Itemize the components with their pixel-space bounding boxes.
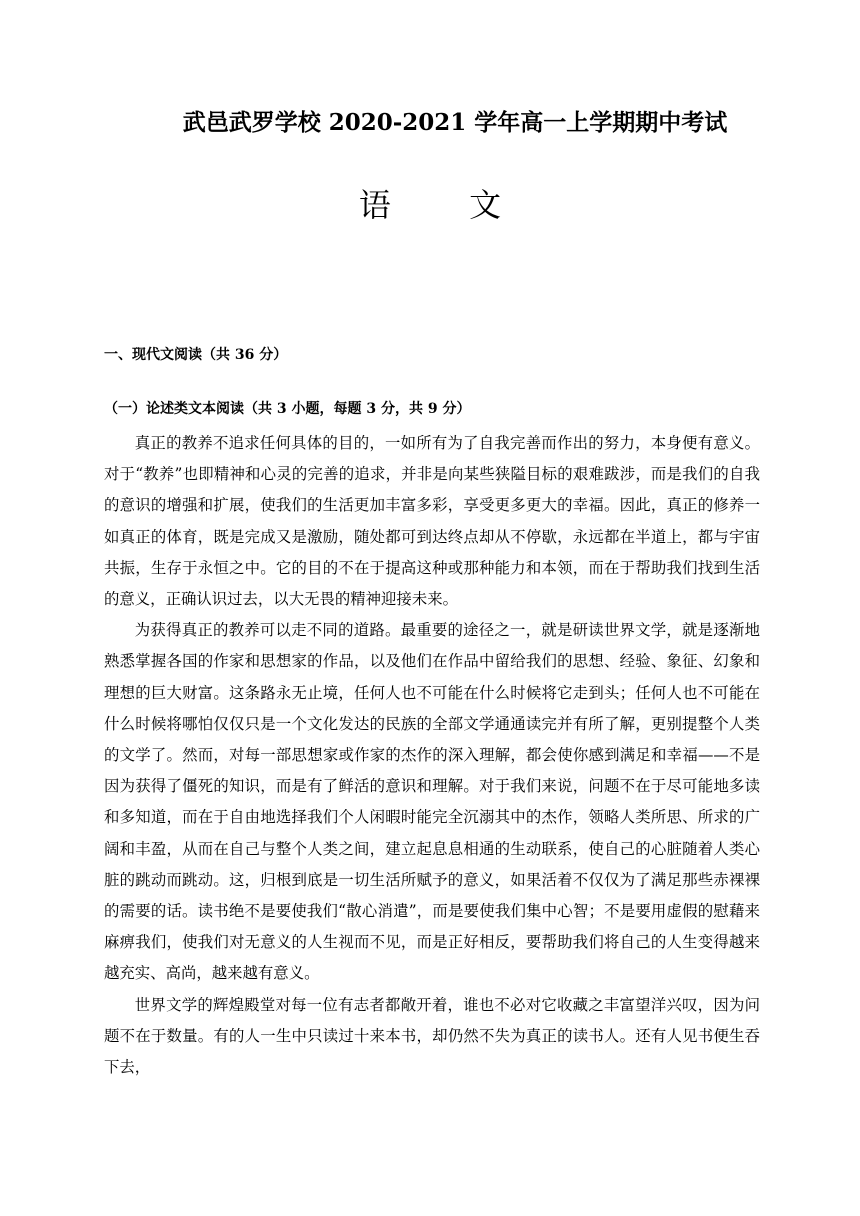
- passage-paragraph: 世界文学的辉煌殿堂对每一位有志者都敞开着，谁也不必对它收藏之丰富望洋兴叹，因为问题不在于数量。有的人一生中只读过十来本书，却仍然不失为真正的读书人。还有人见书便生吞下去，: [104, 995, 760, 1077]
- section-heading: 一、现代文阅读（共 36 分）: [104, 347, 288, 363]
- subject-title: 语 文: [358, 186, 536, 224]
- subsection-heading: （一）论述类文本阅读（共 3 小题，每题 3 分，共 9 分）: [104, 401, 471, 417]
- passage-paragraph: 为获得真正的教养可以走不同的道路。最重要的途径之一，就是研读世界文学，就是逐渐地熟悉掌握各国的作家和思想家的作品，以及他们在作品中留给我们的思想、经验、象征、幻象和理想的巨大财富。这条路永无止境，任何人也不可能在什么时候将它走到头；任何人也不可能在什么时候将哪怕仅仅只是一个文化发达的民族的全部文学通通读完并有所了解，更别提整个人类的文学了。然而，对每一部思想家或作家的杰作的深入理解，都会使你感到满足和幸福——不是因为获得了僵死的知识，而是有了鲜活的意识和理解。对于我们来说，问题不在于尽可能地多读和多知道，而在于自由地选择我们个人闲暇时能完全沉溺其中的杰作，领略人类所思、所求的广阔和丰盈，从而在自己与整个人类之间，建立起息息相通的生动联系，使自己的心脏随着人类心脏的跳动而跳动。这，归根到底是一切生活所赋予的意义，如果活着不仅仅为了满足那些赤裸裸的需要的话。读书绝不是要使我们“散心消遣”，而是要使我们集中心智；不是要用虚假的慰藉来麻痹我们，使我们对无意义的人生视而不见，而是正好相反，要帮助我们将自己的人生变得越来越充实、高尚，越来越有意义。: [104, 621, 760, 983]
- exam-title: 武邑武罗学校 2020-2021 学年高一上学期期中考试: [182, 109, 728, 136]
- passage-paragraph: 真正的教养不追求任何具体的目的，一如所有为了自我完善而作出的努力，本身便有意义。对于“教养”也即精神和心灵的完善的追求，并非是向某些狭隘目标的艰难跋涉，而是我们的自我的意识的增强和扩展，使我们的生活更加丰富多彩，享受更多更大的幸福。因此，真正的修养一如真正的体育，既是完成又是激励，随处都可到达终点却从不停歇，永远都在半道上，都与宇宙共振，生存于永恒之中。它的目的不在于提高这种或那种能力和本领，而在于帮助我们找到生活的意义，正确认识过去，以大无畏的精神迎接未来。: [104, 434, 760, 609]
- reading-passage: [104, 428, 760, 1083]
